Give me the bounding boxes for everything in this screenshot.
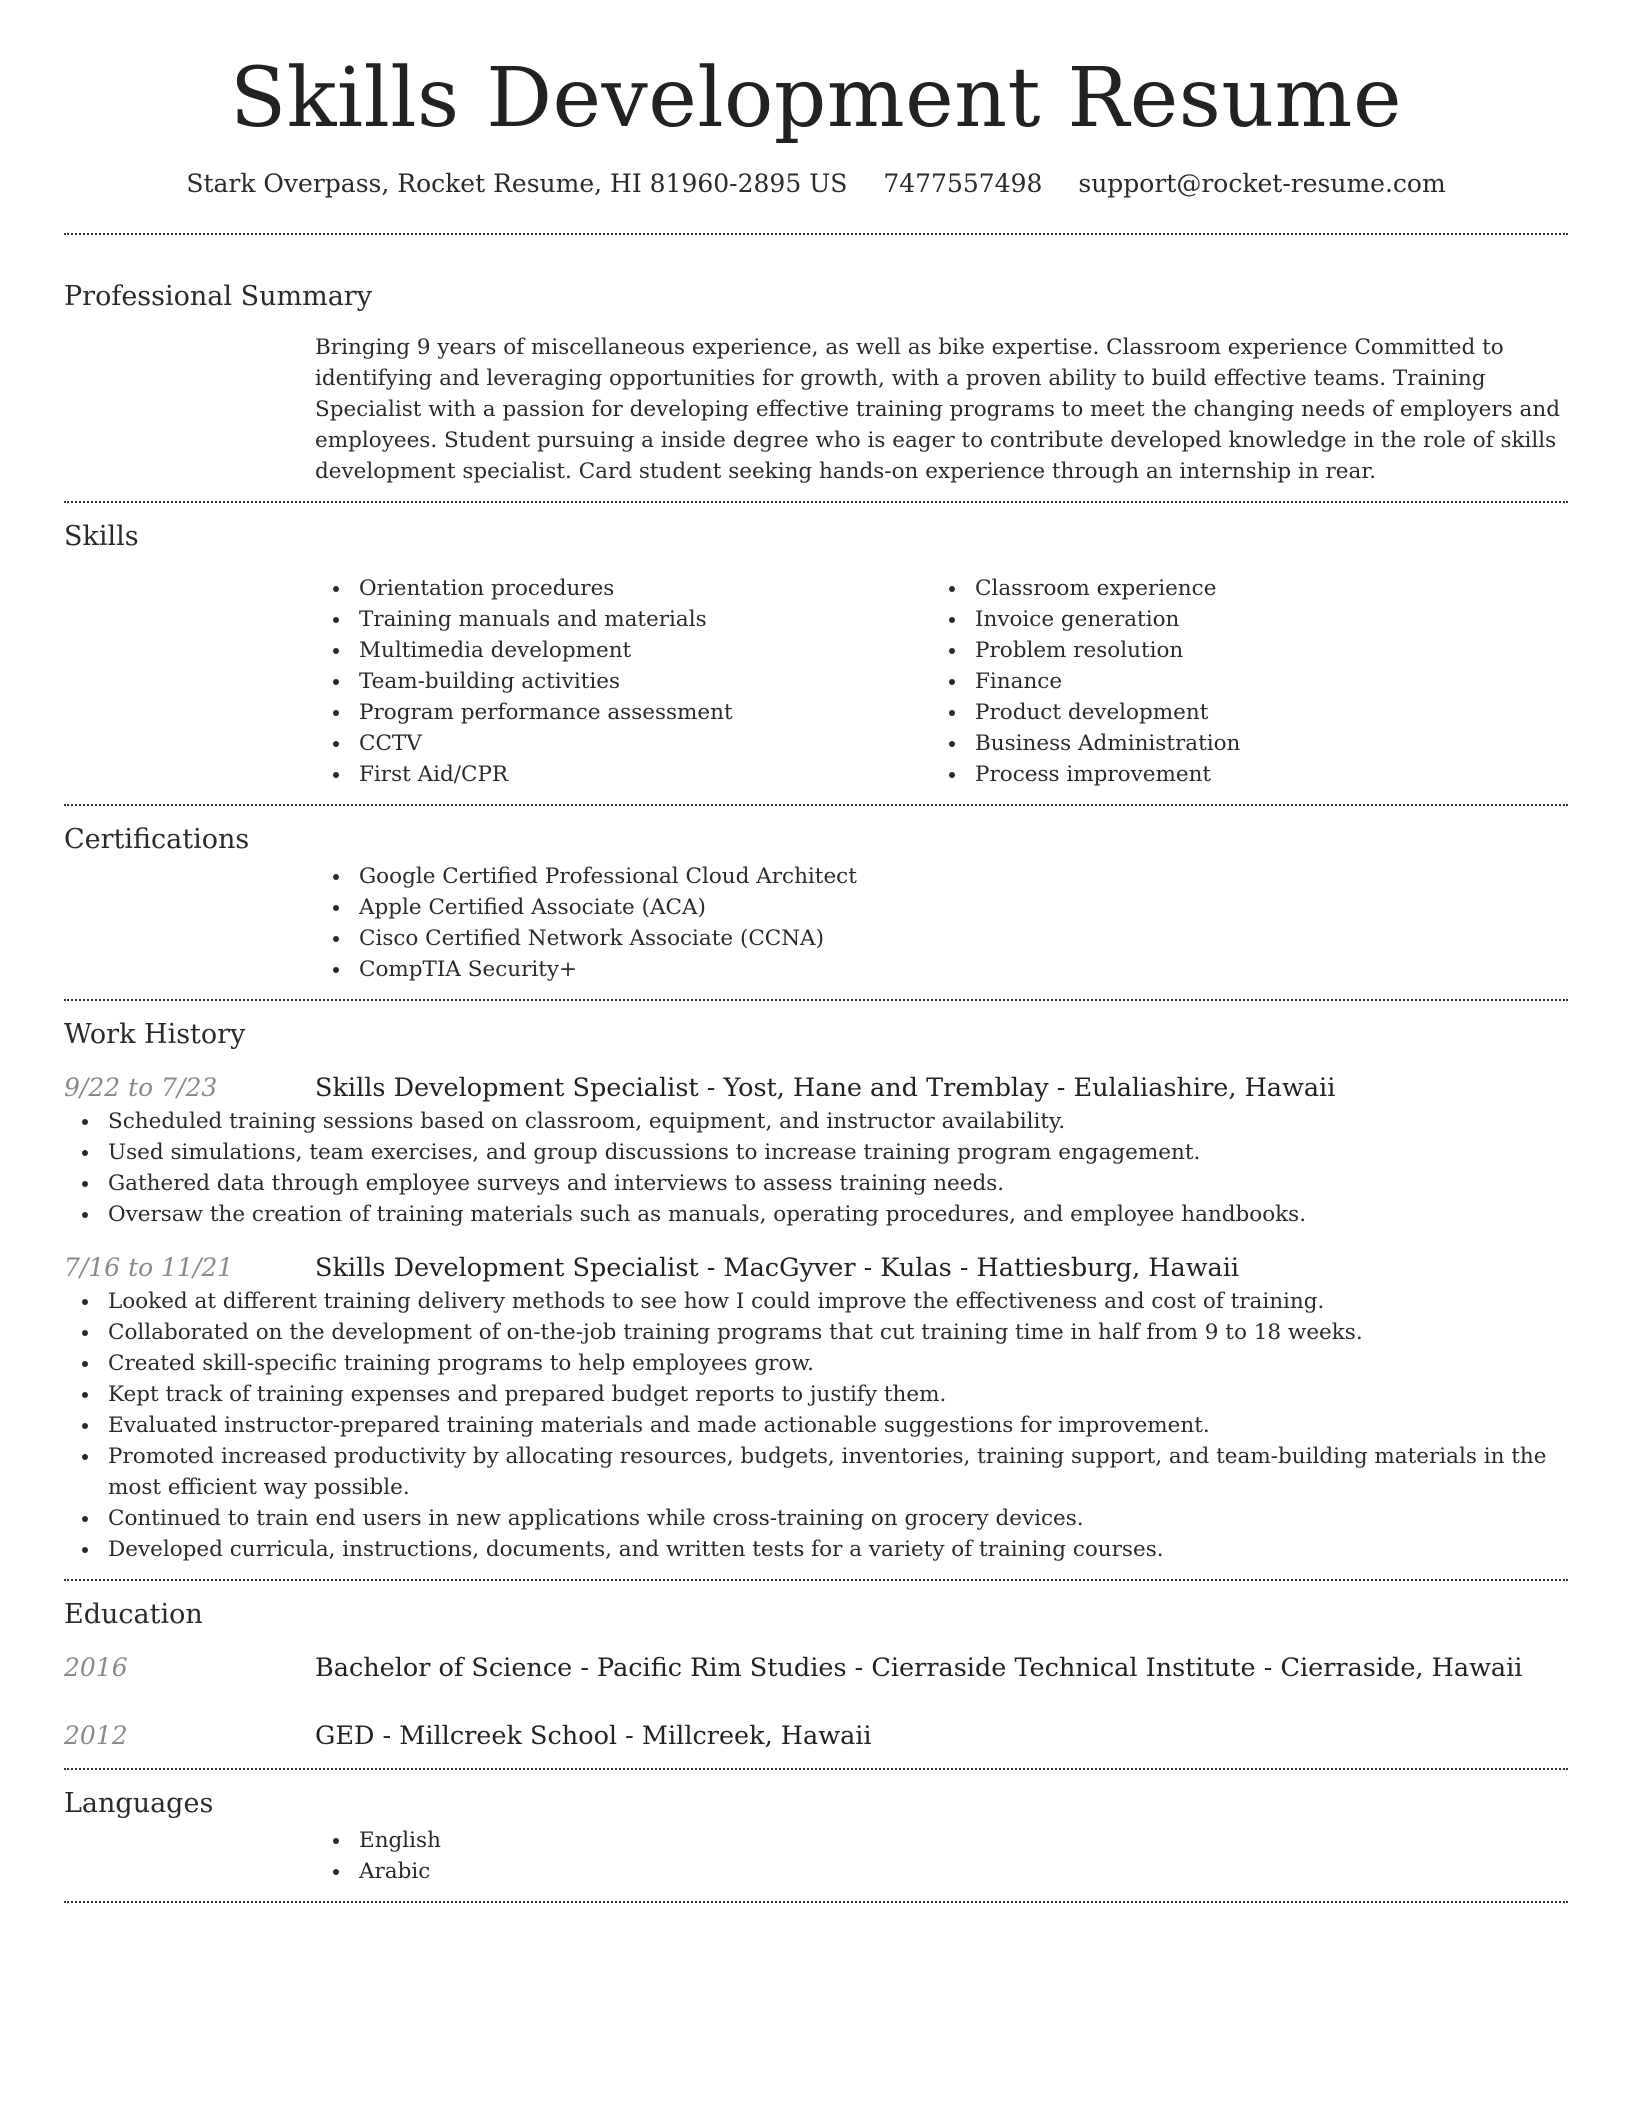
languages-body [315,1825,1568,1887]
contact-line [64,166,1568,201]
certifications-list [315,861,1568,985]
skills-list-right [931,573,1547,790]
skill-item: Program performance assessment [315,697,931,728]
education-degree: GED - Millcreek School - Millcreek, Hawaii [315,1721,872,1752]
summary-heading: Professional Summary [64,281,372,313]
skill-item: Invoice generation [931,604,1547,635]
job-bullet: Created skill-specific training programs to help employees grow. [64,1348,1568,1379]
education-entry [64,1718,1568,1754]
languages-list [315,1825,1568,1887]
skill-item: CCTV [315,728,931,759]
skill-item: Process improvement [931,759,1547,790]
job-bullet: Evaluated instructor-prepared training materials and made actionable suggestions for improvement. [64,1410,1568,1441]
job-entry-header [64,1070,1568,1106]
resume-title: Skills Development Resume [230,51,1402,146]
language-item: English [315,1825,1568,1856]
job-bullet: Scheduled training sessions based on classroom, equipment, and instructor availability. [64,1106,1568,1137]
skills-section [64,503,1568,803]
skills-body [315,573,1568,790]
certification-item: Google Certified Professional Cloud Architect [315,861,1568,892]
job-title: Skills Development Specialist - Yost, Hane and Tremblay - Eulaliashire, Hawaii [315,1073,1336,1104]
job-bullet: Gathered data through employee surveys and interviews to assess training needs. [64,1168,1568,1199]
certifications-section [64,806,1568,999]
certification-item: Cisco Certified Network Associate (CCNA) [315,923,1568,954]
languages-section [64,1770,1568,1901]
section-divider [64,1901,1568,1903]
job-bullet: Used simulations, team exercises, and group discussions to increase training program engagement. [64,1137,1568,1168]
summary-section [64,235,1568,501]
skill-item: Product development [931,697,1547,728]
job-dates: 9/22 to 7/23 [64,1073,218,1103]
work-heading: Work History [64,1018,246,1050]
language-item: Arabic [315,1856,1568,1887]
education-degree: Bachelor of Science - Pacific Rim Studies - Cierraside Technical Institute - Cierraside, Hawaii [315,1653,1523,1684]
job-dates: 7/16 to 11/21 [64,1253,234,1283]
skill-item: Problem resolution [931,635,1547,666]
education-year: 2012 [64,1721,128,1751]
skills-columns [315,573,1568,790]
education-section [64,1581,1568,1768]
certification-item: Apple Certified Associate (ACA) [315,892,1568,923]
job-bullets [64,1286,1568,1565]
skills-heading: Skills [64,521,139,553]
job-bullet: Promoted increased productivity by allocating resources, budgets, inventories, training support, and team-building materials in the most efficient way possible. [64,1441,1568,1503]
languages-heading: Languages [64,1788,214,1820]
skill-item: Classroom experience [931,573,1547,604]
skill-item: Training manuals and materials [315,604,931,635]
job-bullet: Looked at different training delivery methods to see how I could improve the effectiveness and cost of training. [64,1286,1568,1317]
summary-body [315,332,1568,487]
education-heading: Education [64,1599,203,1631]
contact-phone: 7477557498 [883,169,1043,199]
certifications-heading: Certifications [64,823,250,855]
certification-item: CompTIA Security+ [315,954,1568,985]
skill-item: First Aid/CPR [315,759,931,790]
certifications-body [315,861,1568,985]
skill-item: Multimedia development [315,635,931,666]
job-bullet: Collaborated on the development of on-the-job training programs that cut training time in half from 9 to 18 weeks. [64,1317,1568,1348]
skills-list-left [315,573,931,790]
skill-item: Orientation procedures [315,573,931,604]
job-bullets [64,1106,1568,1230]
summary-text: Bringing 9 years of miscellaneous experience, as well as bike expertise. Classroom experience Committed to identifying and leveraging opportunities for growth, with a proven ability to build effective teams. Training Specialist with a passion for developing effective training programs to meet the changing needs of employers and employees. Student pursuing a inside degree who is eager to contribute developed knowledge in the role of skills development specialist. Card student seeking hands-on experience through an internship in rear. [315,335,1560,485]
job-bullet: Kept track of training expenses and prepared budget reports to justify them. [64,1379,1568,1410]
skill-item: Business Administration [931,728,1547,759]
job-bullet: Oversaw the creation of training materials such as manuals, operating procedures, and employee handbooks. [64,1199,1568,1230]
skill-item: Finance [931,666,1547,697]
resume-header [64,0,1568,201]
job-title: Skills Development Specialist - MacGyver - Kulas - Hattiesburg, Hawaii [315,1253,1240,1284]
contact-address: Stark Overpass, Rocket Resume, HI 81960-2895 US [186,169,848,199]
skill-item: Team-building activities [315,666,931,697]
job-bullet: Developed curricula, instructions, documents, and written tests for a variety of training courses. [64,1534,1568,1565]
work-section [64,1001,1568,1579]
contact-email: support@rocket-resume.com [1078,169,1446,199]
job-bullet: Continued to train end users in new applications while cross-training on grocery devices. [64,1503,1568,1534]
job-entry-header [64,1250,1568,1286]
education-entry [64,1650,1568,1686]
education-year: 2016 [64,1653,128,1683]
